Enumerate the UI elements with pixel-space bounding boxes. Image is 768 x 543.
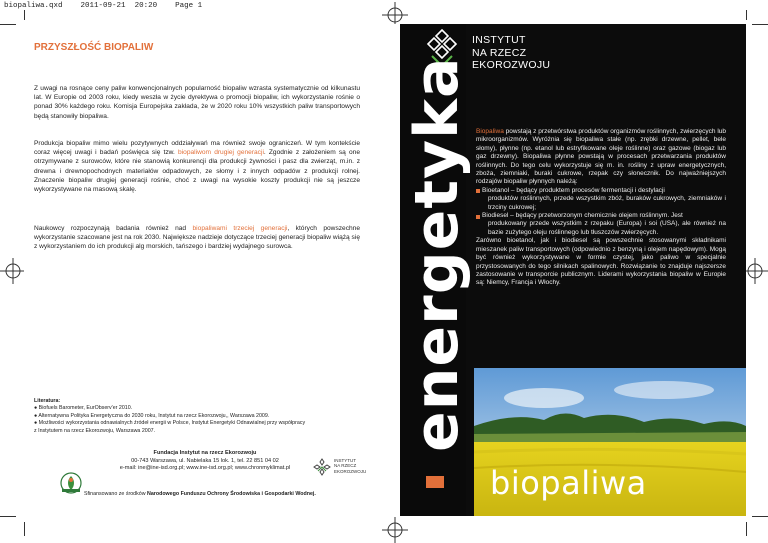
- brochure-title: biopaliwa: [490, 464, 647, 502]
- crop-mark: [24, 10, 25, 20]
- para2-text-a: Produkcja biopaliw mimo wielu pozytywnych oddziaływań ma również swoje ograniczeń. W tym kontekście coraz więcej uwagi i badań poświęca się tzw.: [34, 140, 360, 157]
- footer-address: 00-743 Warszawa, ul. Nabielaka 15 lok. 1, tel. 22 851 04 02: [131, 457, 279, 464]
- biofuels-description: [476, 128, 726, 288]
- reference-item: z Instytutem na rzecz Ekorozwoju, Warszawa 2007.: [34, 427, 156, 434]
- description-closing: Zarówno bioetanol, jak i biodiesel są powszechnie stosowanymi składnikami mieszanek paliw transportowych (odpowiednio z benzyną i olejem napędowym). Mogą być również wykorzystywane w formie czystej, jako paliwo w specjalnie przystosowanych do tego silnikach spalinowych. Rozwiązanie to znajduje najszersze zastosowanie w transporcie publicznym. Liderami wykorzystania biopaliw w Europie są: Niemcy, Francja i Włochy.: [476, 237, 726, 287]
- intro-text: powstają z przetwórstwa produktów organizmów roślinnych, zwierzęcych lub mikroorganizmów. Wyróżnia się biopaliwa stałe (np. zrębki drzewne, pellet, bele słomy), płynne (np. etanol lub estryfikowane oleje roślinne) oraz gazowe (biogaz lub gaz drzewny). Biopaliwa płynne powstają w procesach przetwarzania produktów roślinnych. Do tego celu wykorzystuje się m. in. rośliny z upraw energetycznych, zboża, ziemniaki, buraki cukrowe, rzepak czy słonecznik. Do najważniejszych rodzajów biopaliw płynnych należą:: [476, 128, 726, 186]
- slug-page: Page 1: [175, 2, 203, 10]
- para2-text-b: . Zgodnie z założeniem są one otrzymywane z surowców, które nie stanowią konkurencji dla produkcji żywności i pasz dla zwierząt, m.in. z drewna i drewnopochodnych materiałów odpadowych, ze słomy i z innych odpadów z produkcji rolnej. Znaczenie biopaliw drugiej generacji rośnie, choć z uwagi na wysokie koszty produkcji nie są jeszcze wykorzystywane na masową skalę.: [34, 149, 360, 194]
- sponsor-text: Sfinansowano ze środków: [84, 491, 148, 497]
- list-item-bioetanol-cont: produktów roślinnych, przede wszystkim zbóż, buraków cukrowych, ziemniaków i trzciny cukrowej;: [488, 195, 726, 211]
- slug-date: 2011-09-21: [80, 2, 126, 10]
- institute-small-logo-icon: [312, 457, 332, 477]
- crop-mark: [746, 522, 747, 536]
- paragraph-third-generation: [34, 224, 360, 252]
- sponsor-fund-name: Narodowego Funduszu Ochrony Środowiska i Gospodarki Wodnej.: [147, 491, 316, 497]
- institute-name-line: NA RZECZ: [472, 46, 527, 59]
- list-item-biodiesel-cont: produkowany przede wszystkim z rzepaku (Europa) i soi (USA), ale również na bazie zużytego oleju roślinnego lub tłuszczów zwierzęcych.: [488, 220, 726, 236]
- cover-panel: [400, 24, 746, 516]
- para3-text-b: , których powszechne wykorzystanie szacowane jest na rok 2030. Największe nadzieje dotyczące trzeciej generacji biopaliw wiążą się z wykorzystaniem do ich produkcji alg morskich, tańszego i bardziej wydajnego surowca.: [34, 225, 360, 251]
- accent-block: [426, 476, 444, 488]
- series-title-vertical: energetyka: [402, 56, 472, 452]
- reference-item: ● Alternatywna Polityka Energetyczna do 2030 roku, Instytut na rzecz Ekorozwoju,, Warszawa 2009.: [34, 412, 270, 419]
- description-intro: [476, 128, 726, 187]
- nfosigw-logo-icon: [60, 472, 82, 494]
- crop-mark: [752, 516, 768, 517]
- paragraph-intro: Z uwagi na rosnące ceny paliw konwencjonalnych popularność biopaliw wzrasta systematycznie od kilkunastu lat. W Europie od 2003 roku, kiedy weszła w życie dyrektywa o promocji biopaliw, ich wykorzystanie rośnie o ponad 30% każdego roku. Komisja Europejska zakłada, że w 2020 roku 10% wszystkich paliw transportowych będą stanowiły biopaliwa.: [34, 85, 360, 120]
- sponsor-note: [84, 491, 316, 497]
- intro-highlight: Biopaliwa: [476, 128, 504, 135]
- institute-small-logo-text: [334, 458, 366, 474]
- footer-email: e-mail: ine@ine-isd.org.pl; www.ine-isd.org.pl; www.chronmyklimat.pl: [119, 465, 291, 472]
- crop-mark: [24, 522, 25, 536]
- small-logo-line: NA RZECZ: [334, 463, 357, 469]
- list-item-bioetanol: Bioetanol – będący produktem procesów fermentacji i destylacji: [476, 187, 726, 195]
- crop-mark: [752, 24, 768, 25]
- references-list: [34, 398, 364, 435]
- slug-time: 20:20: [134, 2, 158, 10]
- print-slug: [4, 2, 202, 10]
- institute-name-line: EKOROZWOJU: [472, 59, 551, 71]
- institute-small-logo: [310, 455, 380, 483]
- institute-name-line: INSTYTUT: [472, 34, 526, 46]
- para2-highlight: biopaliwom drugiej generacji: [178, 149, 264, 157]
- reference-item: ● Możliwości wykorzystania odnawialnych źródeł energii w Polsce, Instytut Energetyki Odnawialnej przy współpracy: [34, 420, 306, 427]
- section-title: PRZYSZŁOŚĆ BIOPALIW: [34, 42, 154, 53]
- paragraph-second-generation: [34, 139, 360, 194]
- para3-text-a: Naukowcy rozpoczynają badania również nad: [34, 225, 193, 232]
- small-logo-line: INSTYTUT: [334, 458, 356, 463]
- footer-org: Fundacja Instytut na rzecz Ekorozwoju: [153, 450, 257, 456]
- references-label: Literatura:: [34, 398, 61, 404]
- small-logo-line: EKOROZWOJU: [334, 468, 367, 474]
- reference-item: ● Biofuels Barometer, EurObserv'er 2010.: [34, 405, 133, 412]
- registration-mark-icon: [382, 517, 408, 543]
- crop-mark: [746, 10, 747, 20]
- para3-highlight: biopaliwami trzeciej generacji: [192, 225, 288, 232]
- crop-mark: [0, 516, 16, 517]
- footer-contact: [100, 450, 310, 473]
- crop-mark: [0, 24, 16, 25]
- slug-filename: biopaliwa.qxd: [4, 2, 63, 10]
- registration-mark-icon: [0, 258, 26, 284]
- list-item-biodiesel: Biodiesel – będący przetworzonym chemicznie olejem roślinnym. Jest: [476, 212, 726, 220]
- institute-name: [472, 34, 550, 72]
